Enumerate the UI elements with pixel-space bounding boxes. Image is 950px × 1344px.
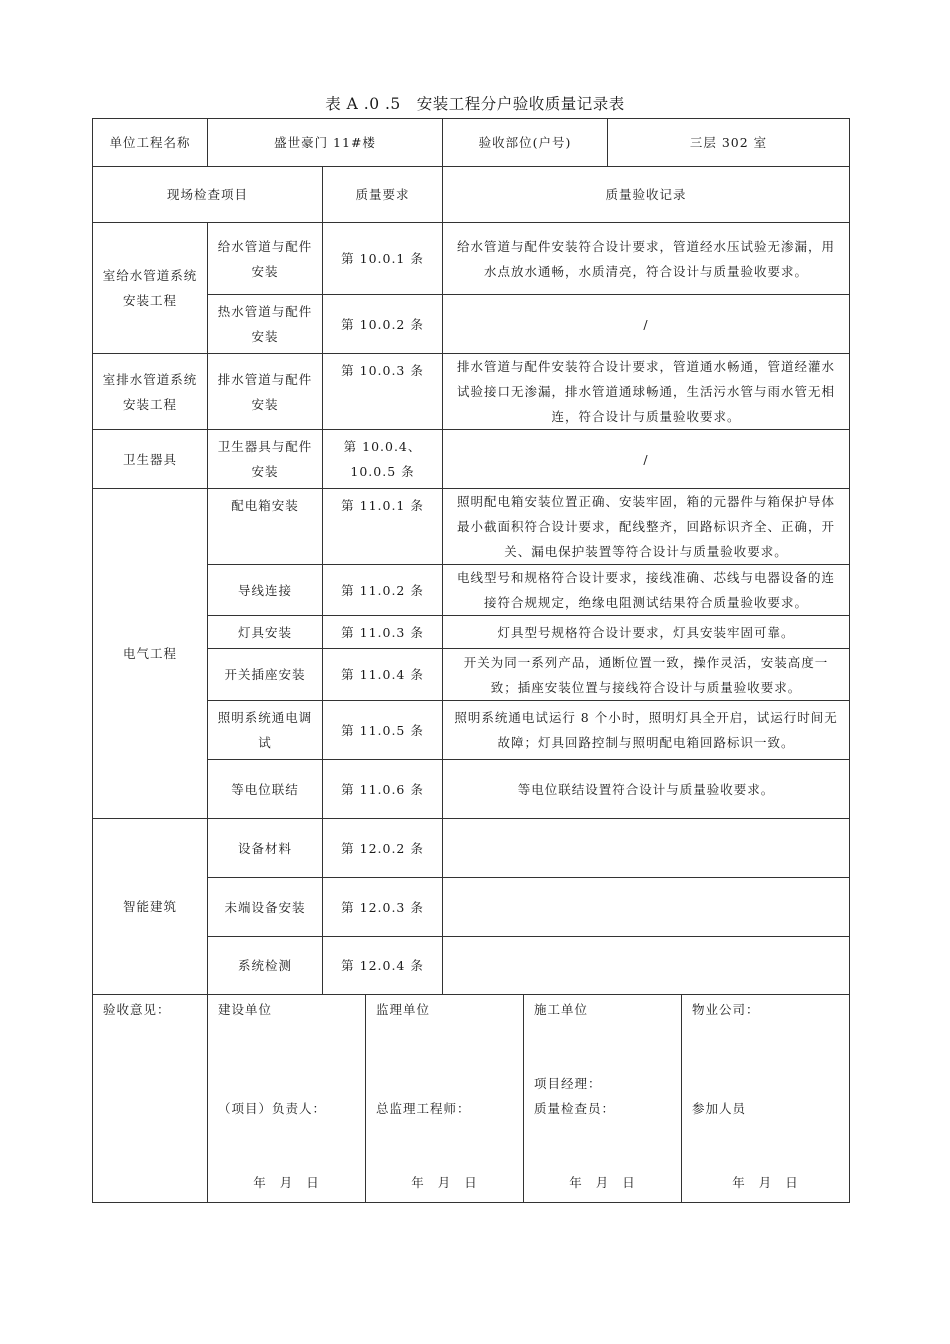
row-req: 第 10.0.4、10.0.5 条: [323, 430, 443, 489]
col-record-header: 质量验收记录: [443, 167, 850, 223]
row-record: 开关为同一系列产品，通断位置一致，操作灵活，安装高度一致；插座安装位置与接线符合设计与质量验收要求。: [443, 649, 850, 701]
table-title: 表 A .0 .5 安装工程分户验收质量记录表: [325, 95, 625, 113]
construct-unit-date: 年 月 日: [569, 1175, 636, 1190]
supervise-unit-signer: 总监理工程师：: [376, 1101, 471, 1116]
construct-unit-manager: 项目经理：: [534, 1076, 602, 1091]
build-unit-cell: [208, 995, 366, 1203]
row-record: 照明配电箱安装位置正确、安装牢固，箱的元器件与箱保护导体最小截面积符合设计要求，配线整齐，回路标识齐全、正确，开关、漏电保护装置等符合设计与质量验收要求。: [443, 489, 850, 565]
row-item: 卫生器具与配件安装: [208, 430, 323, 489]
signoff-table: [92, 994, 850, 1203]
construct-unit-cell: [524, 995, 682, 1203]
row-item: 排水管道与配件安装: [208, 354, 323, 430]
property-company-cell: [682, 995, 850, 1203]
supervise-unit-date: 年 月 日: [411, 1175, 478, 1190]
row-record: /: [443, 430, 850, 489]
row-item: 灯具安装: [208, 616, 323, 649]
row-req: 第 10.0.3 条: [323, 354, 443, 430]
row-record: 照明系统通电试运行 8 个小时，照明灯具全开启，试运行时间无故障；灯具回路控制与照明配电箱回路标识一致。: [443, 701, 850, 760]
build-unit-label: 建设单位: [218, 1002, 273, 1017]
row-item: 未端设备安装: [208, 878, 323, 937]
row-req: 第 11.0.2 条: [323, 565, 443, 616]
table-row: [93, 354, 850, 430]
build-unit-date: 年 月 日: [253, 1175, 320, 1190]
table-row: [93, 430, 850, 489]
row-item: 热水管道与配件安装: [208, 295, 323, 354]
row-item: 照明系统通电调试: [208, 701, 323, 760]
group-smart: 智能建筑: [93, 819, 208, 995]
row-record: 给水管道与配件安装符合设计要求，管道经水压试验无渗漏，用水点放水通畅，水质清亮，符合设计与质量验收要求。: [443, 223, 850, 295]
group-electrical: 电气工程: [93, 489, 208, 819]
col-req-header: 质量要求: [323, 167, 443, 223]
row-record: 电线型号和规格符合设计要求，接线准确、芯线与电器设备的连接符合规规定，绝缘电阻测试结果符合质量验收要求。: [443, 565, 850, 616]
construct-unit-label: 施工单位: [534, 1002, 589, 1017]
group-water-supply: 室给水管道系统安装工程: [93, 223, 208, 354]
opinion-cell: [93, 995, 208, 1203]
part-label: 验收部位(户号): [443, 119, 608, 167]
row-record: 灯具型号规格符合设计要求，灯具安装牢固可靠。: [443, 616, 850, 649]
row-item: 设备材料: [208, 819, 323, 878]
column-header-row: [93, 167, 850, 223]
table-row: [93, 489, 850, 565]
signoff-row: [93, 995, 850, 1203]
row-req: 第 12.0.3 条: [323, 878, 443, 937]
row-record: 排水管道与配件安装符合设计要求，管道通水畅通，管道经灌水试验接口无渗漏，排水管道通球畅通，生活污水管与雨水管无相连，符合设计与质量验收要求。: [443, 354, 850, 430]
unit-value: 盛世豪门 11#楼: [208, 119, 443, 167]
row-req: 第 11.0.6 条: [323, 760, 443, 819]
opinion-label: 验收意见：: [103, 1002, 171, 1017]
row-item: 开关插座安装: [208, 649, 323, 701]
row-record: [443, 819, 850, 878]
row-item: 等电位联结: [208, 760, 323, 819]
inspection-table: [92, 118, 850, 995]
supervise-unit-label: 监理单位: [376, 1002, 431, 1017]
row-req: 第 10.0.2 条: [323, 295, 443, 354]
group-sanitary: 卫生器具: [93, 430, 208, 489]
row-req: 第 11.0.4 条: [323, 649, 443, 701]
property-company-label: 物业公司：: [692, 1002, 760, 1017]
build-unit-signer: （项目）负责人：: [218, 1101, 327, 1116]
row-req: 第 12.0.2 条: [323, 819, 443, 878]
construct-unit-inspector: 质量检查员：: [534, 1101, 616, 1116]
row-item: 导线连接: [208, 565, 323, 616]
property-company-date: 年 月 日: [732, 1175, 799, 1190]
row-req: 第 11.0.1 条: [323, 489, 443, 565]
col-item-header: 现场检查项目: [93, 167, 323, 223]
row-item: 给水管道与配件安装: [208, 223, 323, 295]
table-row: [93, 223, 850, 295]
unit-label: 单位工程名称: [93, 119, 208, 167]
supervise-unit-cell: [366, 995, 524, 1203]
row-item: 配电箱安装: [208, 489, 323, 565]
property-company-attendees: 参加人员: [692, 1101, 747, 1116]
row-record: /: [443, 295, 850, 354]
table-row: [93, 819, 850, 878]
row-req: 第 10.0.1 条: [323, 223, 443, 295]
row-req: 第 11.0.3 条: [323, 616, 443, 649]
row-req: 第 12.0.4 条: [323, 937, 443, 995]
row-item: 系统检测: [208, 937, 323, 995]
row-record: 等电位联结设置符合设计与质量验收要求。: [443, 760, 850, 819]
part-value: 三层 302 室: [608, 119, 850, 167]
row-record: [443, 878, 850, 937]
group-drainage: 室排水管道系统安装工程: [93, 354, 208, 430]
row-record: [443, 937, 850, 995]
header-row: [93, 119, 850, 167]
row-req: 第 11.0.5 条: [323, 701, 443, 760]
